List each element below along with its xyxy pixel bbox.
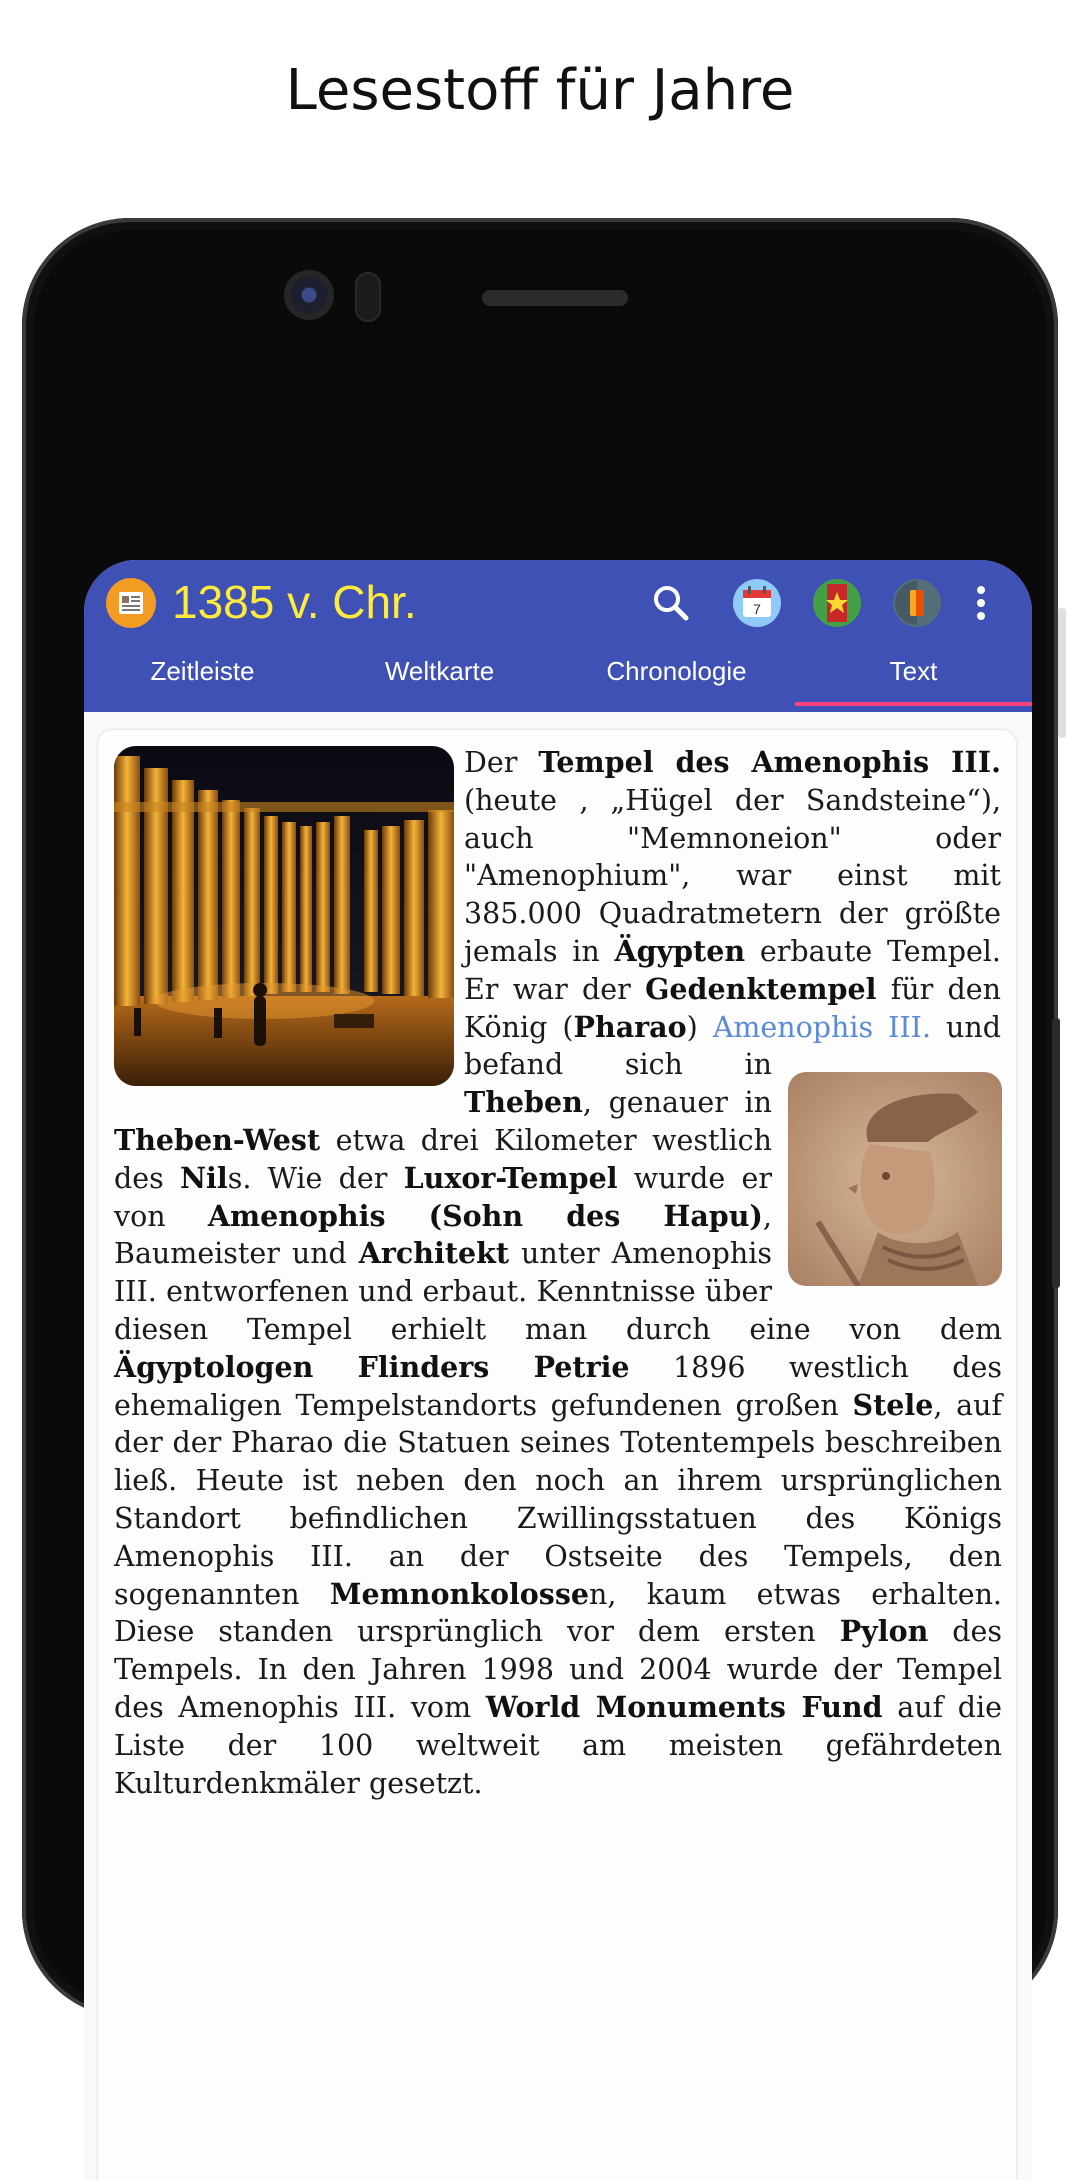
power-button bbox=[1052, 1018, 1060, 1288]
tab-weltkarte[interactable]: Weltkarte bbox=[384, 656, 495, 686]
bookmark-icon[interactable] bbox=[892, 578, 942, 628]
phone-frame bbox=[22, 218, 1058, 2018]
app-bar bbox=[84, 560, 1032, 712]
volume-button bbox=[1058, 608, 1066, 738]
article-run: , Baumeister und bbox=[114, 1199, 772, 1271]
pharaoh-relief[interactable] bbox=[788, 1072, 1002, 1286]
term-pylon: Pylon bbox=[839, 1614, 929, 1649]
term-stele: Stele bbox=[852, 1387, 934, 1422]
article-run: für den König ( bbox=[464, 972, 1001, 1044]
app-logo-icon[interactable] bbox=[106, 578, 156, 628]
term-petrie: Ägyptologen Flinders Petrie bbox=[114, 1349, 630, 1384]
term-gedenktempel: Gedenktempel bbox=[645, 971, 877, 1006]
star-badge-icon[interactable] bbox=[812, 578, 862, 628]
article-run: und befand sich in bbox=[464, 1010, 1001, 1082]
article-run: , auf der der Pharao die Statuen seines Totentempels beschreiben ließ. Heute ist neben den noch an ihrem ursprünglichen Standort befindlichen Zwillingsstatuen des Königs Amenophis III. an der Ostseite des Tempels, den sogenannten bbox=[114, 1388, 1003, 1611]
sensor bbox=[355, 272, 381, 322]
calendar-icon[interactable] bbox=[732, 578, 782, 628]
article-run: erbaute Tempel. Er war der bbox=[464, 934, 1001, 1006]
term-tempel-amenophis: Tempel des Amenophis III. bbox=[538, 745, 1001, 779]
article-run: des Tempels. In den Jahren 1998 und 2004 wurde der Tempel des Amenophis III. vom bbox=[114, 1615, 1003, 1724]
search-icon[interactable] bbox=[646, 578, 696, 628]
earpiece-speaker bbox=[482, 290, 628, 306]
article-card bbox=[98, 730, 1016, 2180]
article-run: wurde er von bbox=[114, 1161, 773, 1233]
more-vert-icon[interactable] bbox=[968, 578, 994, 628]
term-memnonkolosse: Memnonkolosse bbox=[329, 1576, 590, 1611]
tab-chronologie[interactable]: Chronologie bbox=[606, 656, 747, 686]
tab-bar bbox=[84, 648, 1032, 712]
temple-photo[interactable] bbox=[114, 746, 454, 1086]
article-run: , genauer in bbox=[582, 1086, 772, 1120]
link-amenophis[interactable]: Amenophis III. bbox=[712, 1010, 932, 1044]
term-architekt: Architekt bbox=[358, 1236, 510, 1271]
calendar-day: 7 bbox=[753, 601, 761, 617]
article-run: (heute ‚ „Hügel der Sandsteine“), auch "Memnoneion" oder "Amenophium", war einst mit 385.000 Quadratmetern der größte jemals in bbox=[464, 783, 1001, 968]
term-luxor-tempel: Luxor-Tempel bbox=[403, 1160, 618, 1195]
front-camera bbox=[284, 270, 334, 320]
term-pharao: Pharao bbox=[573, 1009, 687, 1044]
term-aegypten: Ägypten bbox=[614, 933, 746, 968]
tab-zeitleiste[interactable]: Zeitleiste bbox=[150, 656, 255, 686]
layout-spacer bbox=[1001, 744, 1002, 1064]
article-text bbox=[114, 744, 1002, 1802]
term-nil: Nil bbox=[179, 1160, 228, 1195]
term-wmf: World Monuments Fund bbox=[485, 1689, 883, 1724]
app-title: 1385 v. Chr. bbox=[172, 576, 417, 628]
article-run: unter Amenophis III. entworfenen und erbaut. Kenntnisse über diesen Tempel erhielt man durch eine von dem bbox=[114, 1237, 1002, 1346]
article-run: Der bbox=[464, 746, 539, 779]
app-screen bbox=[84, 560, 1032, 2180]
article-run: s. Wie der bbox=[227, 1161, 404, 1195]
article-run: auf die Liste der 100 weltweit am meisten gefährdeten Kulturdenkmäler gesetzt. bbox=[114, 1690, 1002, 1800]
article-run: n, kaum etwas erhalten. Diese standen ursprünglich vor dem ersten bbox=[114, 1577, 1002, 1649]
promo-headline: Lesestoff für Jahre bbox=[285, 58, 795, 123]
article-run: etwa drei Kilometer westlich des bbox=[114, 1123, 772, 1195]
article-run: 1896 westlich des ehemaligen Tempelstandorts gefundenen großen bbox=[114, 1350, 1002, 1422]
term-theben: Theben bbox=[464, 1085, 583, 1120]
tab-text[interactable]: Text bbox=[795, 648, 1032, 712]
term-theben-west: Theben-West bbox=[114, 1122, 321, 1157]
article-run: ) bbox=[686, 1010, 713, 1044]
term-amenophis-hapu: Amenophis (Sohn des Hapu) bbox=[207, 1198, 763, 1233]
